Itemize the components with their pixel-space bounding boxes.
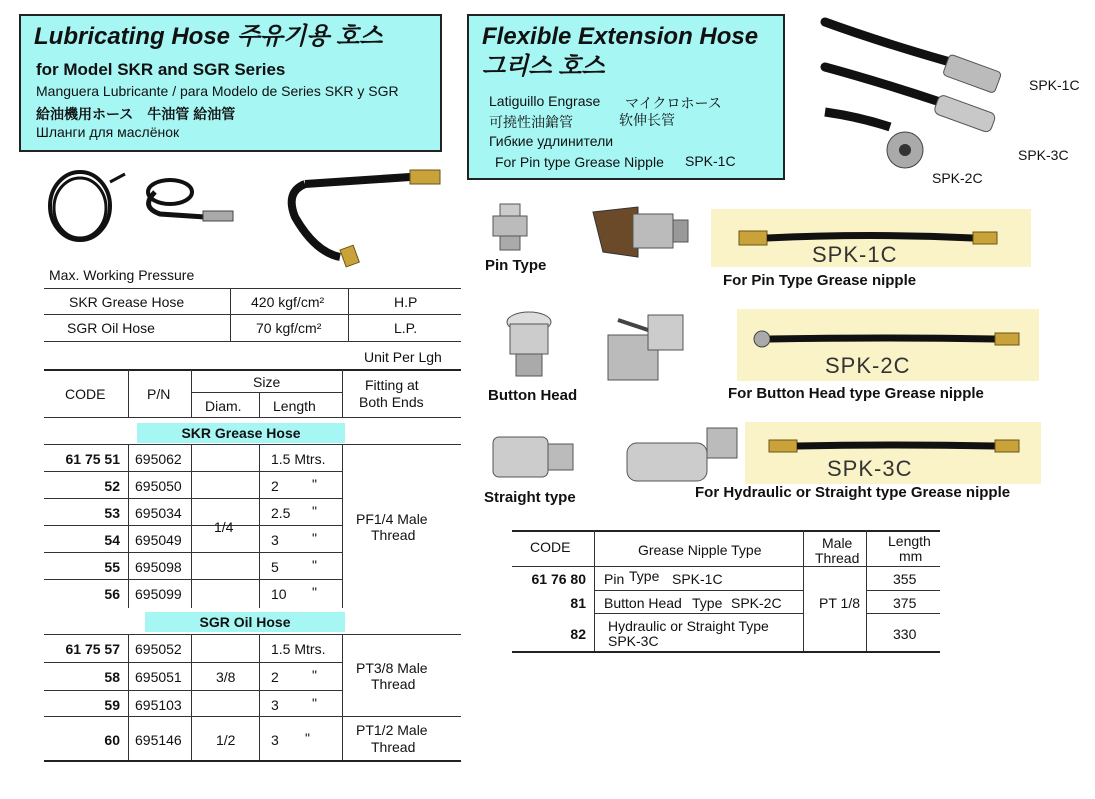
- sgr-row-ditto: ": [312, 667, 317, 683]
- label-spk-3c: SPK-3C: [1018, 147, 1069, 163]
- label-spk-2c: SPK-2C: [932, 170, 983, 186]
- sgr-row-length: 2: [271, 669, 279, 685]
- spk-3c-hose-panel: [745, 422, 1041, 484]
- left-spanish: Manguera Lubricante / para Modelo de Series SKR y SGR: [36, 83, 399, 99]
- unit-label: Unit Per Lgh: [364, 349, 442, 365]
- skr-row-length: 3: [271, 532, 279, 548]
- right-pin-code: SPK-1C: [685, 153, 736, 169]
- skr-fitting-1: PF1/4 Male: [356, 511, 428, 527]
- row-60-length: 3: [271, 732, 279, 748]
- nipple-row-3-type-c: SPK-3C: [608, 633, 659, 649]
- spk-2c-label: SPK-2C: [825, 353, 911, 378]
- skr-row-length: 10: [271, 586, 287, 602]
- divider: [191, 392, 342, 393]
- spk-1c-label: SPK-1C: [812, 242, 898, 267]
- divider: [342, 444, 343, 608]
- pin-type-nipple-image: [485, 202, 545, 252]
- sgr-fitting-1: PT3/8 Male: [356, 660, 428, 676]
- skr-row-code: 56: [104, 586, 120, 602]
- sgr-row-pn: 695052: [135, 641, 182, 657]
- header-pn: P/N: [147, 386, 171, 402]
- header-code: CODE: [65, 386, 106, 402]
- divider: [342, 369, 343, 417]
- divider: [44, 369, 461, 371]
- divider: [44, 444, 461, 445]
- skr-row-code: 53: [104, 505, 120, 521]
- skr-row-length: 2: [271, 478, 279, 494]
- header-fitting-1: Fitting at: [365, 377, 419, 393]
- divider: [191, 634, 192, 762]
- pin-type-label: Pin Type: [485, 257, 547, 274]
- left-title-box: [19, 14, 442, 152]
- divider: [512, 651, 940, 653]
- extension-hose-image: [820, 12, 1030, 177]
- right-chinese-1: 可撓性油鎗管: [489, 114, 573, 130]
- right-title-box: [467, 14, 785, 180]
- button-head-label: Button Head: [488, 387, 578, 404]
- nipple-header-male: Male: [822, 535, 853, 551]
- skr-row-ditto: ": [312, 503, 317, 519]
- pressure-value-1: 420 kgf/cm²: [251, 294, 325, 310]
- divider: [44, 634, 461, 635]
- nipple-header-length: Length: [888, 533, 931, 549]
- divider: [259, 444, 260, 608]
- divider: [44, 288, 461, 289]
- divider: [44, 498, 342, 499]
- skr-row-pn: 695050: [135, 478, 182, 494]
- pressure-grade-2: L.P.: [394, 320, 418, 336]
- divider: [342, 634, 343, 762]
- skr-row-ditto: ": [312, 476, 317, 492]
- nipple-row-2-type-a: Button Head: [604, 595, 682, 611]
- right-pin-note: For Pin type Grease Nipple: [495, 154, 664, 170]
- straight-nipple-image: [488, 422, 578, 484]
- sgr-row-code: 58: [104, 669, 120, 685]
- left-subtitle: for Model SKR and SGR Series: [36, 60, 286, 79]
- right-japanese: マイクロホース: [625, 95, 722, 111]
- skr-row-ditto: ": [312, 530, 317, 546]
- divider: [230, 288, 231, 341]
- right-title-en: Flexible Extension Hose: [482, 23, 759, 50]
- nipple-row-1-type-b: Type: [629, 568, 660, 584]
- nipple-row-3-code: 82: [570, 626, 586, 642]
- label-spk-1c: SPK-1C: [1029, 77, 1080, 93]
- divider: [128, 369, 129, 417]
- sgr-diam: 3/8: [216, 669, 236, 685]
- sgr-row-length: 1.5 Mtrs.: [271, 641, 326, 657]
- skr-row-pn: 695062: [135, 451, 182, 467]
- spk-3c-label: SPK-3C: [827, 456, 913, 481]
- divider: [348, 288, 349, 341]
- nipple-row-1-length: 355: [893, 571, 917, 587]
- spk-1c-hose-panel: [711, 209, 1031, 267]
- pressure-value-2: 70 kgf/cm²: [256, 320, 322, 336]
- sgr-row-code: 59: [104, 697, 120, 713]
- skr-fitting-2: Thread: [371, 527, 416, 543]
- sgr-row-pn: 695051: [135, 669, 182, 685]
- divider: [191, 444, 192, 608]
- nipple-row-1-code: 61 76 80: [531, 571, 586, 587]
- sgr-fitting-2: Thread: [371, 676, 416, 692]
- row-60-code: 60: [104, 732, 120, 748]
- skr-row-code: 55: [104, 559, 120, 575]
- divider: [866, 530, 867, 651]
- header-length: Length: [273, 398, 316, 414]
- right-title-kr: 그리스 호스: [482, 53, 605, 80]
- sgr-row-code: 61 75 57: [65, 641, 120, 657]
- pin-type-coupler-image: [588, 202, 693, 264]
- pin-type-caption: For Pin Type Grease nipple: [723, 272, 917, 289]
- divider: [512, 530, 940, 532]
- straight-type-label: Straight type: [484, 489, 576, 506]
- divider: [128, 444, 129, 608]
- sgr-band: SGR Oil Hose: [145, 612, 345, 632]
- skr-row-pn: 695099: [135, 586, 182, 602]
- divider: [259, 392, 260, 417]
- row-60-ditto: ": [305, 730, 310, 746]
- skr-row-pn: 695034: [135, 505, 182, 521]
- button-head-coupler-image: [598, 305, 693, 385]
- row-60-diam: 1/2: [216, 732, 236, 748]
- skr-row-code: 61 75 51: [65, 451, 120, 467]
- divider: [594, 613, 803, 614]
- divider: [803, 530, 804, 651]
- pressure-grade-1: H.P: [394, 294, 418, 310]
- nipple-header-code: CODE: [530, 539, 571, 555]
- skr-row-ditto: ": [312, 557, 317, 573]
- row-60-fitting-1: PT1/2 Male: [356, 722, 428, 738]
- right-spanish: Latiguillo Engrase: [489, 93, 601, 109]
- skr-row-length: 2.5: [271, 505, 291, 521]
- pressure-name-2: SGR Oil Hose: [67, 320, 155, 336]
- divider: [44, 314, 461, 315]
- nipple-row-3-type-a: Hydraulic or Straight Type: [608, 618, 769, 634]
- nipple-row-3-length: 330: [893, 626, 917, 642]
- left-russian: Шланги для маслёнок: [36, 124, 180, 140]
- skr-row-pn: 695098: [135, 559, 182, 575]
- sgr-row-length: 3: [271, 697, 279, 713]
- header-fitting-2: Both Ends: [359, 394, 424, 410]
- header-diam: Diam.: [205, 398, 242, 414]
- nipple-row-2-type-b: Type: [692, 595, 723, 611]
- divider: [44, 760, 461, 762]
- nipple-row-2-length: 375: [893, 595, 917, 611]
- straight-coupler-image: [622, 418, 744, 488]
- divider: [594, 530, 595, 651]
- divider: [44, 525, 342, 526]
- straight-type-caption: For Hydraulic or Straight type Grease nipple: [695, 484, 1011, 501]
- divider: [512, 566, 940, 567]
- skr-diam: 1/4: [214, 519, 234, 535]
- divider: [866, 613, 940, 614]
- divider: [44, 552, 342, 553]
- left-japanese: 給油機用ホース 牛油管 給油管: [36, 106, 236, 122]
- nipple-header-type: Grease Nipple Type: [638, 542, 762, 558]
- nipple-header-thread: Thread: [815, 550, 860, 566]
- row-60-fitting-2: Thread: [371, 739, 416, 755]
- skr-row-pn: 695049: [135, 532, 182, 548]
- right-chinese-2: 软伸长管: [619, 112, 675, 128]
- hose-coil-image: [40, 162, 460, 272]
- skr-row-length: 1.5 Mtrs.: [271, 451, 326, 467]
- sgr-row-pn: 695103: [135, 697, 182, 713]
- nipple-row-1-type-c: SPK-1C: [672, 571, 723, 587]
- divider: [259, 634, 260, 762]
- divider: [594, 590, 803, 591]
- sgr-row-ditto: ": [312, 695, 317, 711]
- right-russian: Гибкие удлинители: [489, 133, 614, 149]
- nipple-header-mm: mm: [899, 548, 923, 564]
- divider: [866, 590, 940, 591]
- divider: [128, 634, 129, 762]
- skr-band: SKR Grease Hose: [137, 423, 345, 443]
- pressure-name-1: SKR Grease Hose: [69, 294, 185, 310]
- divider: [44, 341, 461, 342]
- skr-row-code: 54: [104, 532, 120, 548]
- pressure-heading: Max. Working Pressure: [49, 267, 195, 283]
- button-head-caption: For Button Head type Grease nipple: [728, 385, 984, 402]
- button-head-nipple-image: [498, 310, 560, 380]
- divider: [44, 471, 342, 472]
- nipple-row-2-code: 81: [570, 595, 586, 611]
- nipple-row-1-type-a: Pin: [604, 571, 625, 587]
- divider: [191, 369, 192, 417]
- row-60-pn: 695146: [135, 732, 182, 748]
- divider: [44, 690, 342, 691]
- skr-row-code: 52: [104, 478, 120, 494]
- spk-2c-hose-panel: [737, 309, 1039, 381]
- skr-row-length: 5: [271, 559, 279, 575]
- nipple-row-2-type-c: SPK-2C: [731, 595, 782, 611]
- skr-row-ditto: ": [312, 584, 317, 600]
- divider: [44, 579, 342, 580]
- divider: [44, 662, 342, 663]
- divider: [44, 417, 461, 418]
- divider: [44, 716, 461, 717]
- left-title: Lubricating Hose 주유기용 호스: [34, 23, 383, 50]
- nipple-thread-value: PT 1/8: [819, 595, 860, 611]
- header-size: Size: [253, 374, 281, 390]
